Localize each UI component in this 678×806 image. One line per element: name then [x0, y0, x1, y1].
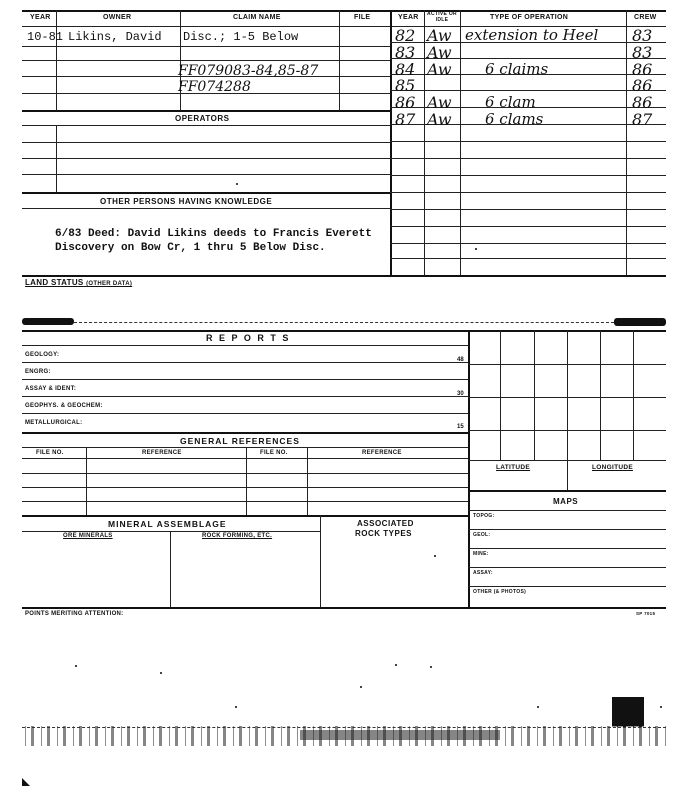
scan-speck — [360, 686, 362, 688]
scan-speck — [236, 183, 238, 185]
scan-mark — [22, 318, 74, 325]
report-engrg: ENGRG: — [25, 369, 51, 375]
associated-label: ASSOCIATED — [357, 519, 414, 528]
scan-speck — [434, 555, 436, 557]
row-line — [22, 447, 468, 448]
maps-other: OTHER (& PHOTOS) — [473, 589, 527, 595]
rock-forming-label: ROCK FORMING, ETC. — [202, 533, 273, 539]
header-active-idle: ACTIVE OR IDLE — [427, 11, 457, 23]
row-line — [22, 158, 390, 159]
report-num-15: 15 — [457, 424, 464, 430]
row-line — [22, 174, 390, 175]
row-line — [22, 458, 468, 459]
ref-col-reference-2: REFERENCE — [362, 450, 402, 456]
land-status-text: LAND STATUS — [25, 278, 84, 287]
op-type: 6 clam — [485, 93, 536, 111]
grid-line — [468, 460, 666, 461]
scan-mark — [614, 318, 666, 326]
col-line — [170, 531, 171, 607]
col-line — [246, 447, 247, 515]
scan-noise — [300, 730, 500, 740]
rock-types-label: ROCK TYPES — [355, 529, 413, 538]
row-line — [22, 362, 468, 363]
row-line — [22, 46, 390, 47]
row-line — [468, 548, 666, 549]
col-line — [307, 447, 308, 515]
op-type: 6 clams — [485, 110, 544, 128]
row-line — [390, 243, 666, 244]
header-owner: OWNER — [103, 14, 132, 21]
ore-minerals-label: ORE MINERALS — [63, 533, 113, 539]
row-line — [22, 60, 390, 61]
op-crew: 86 — [632, 93, 653, 112]
row-line — [22, 125, 390, 126]
row-line — [390, 141, 666, 142]
latitude-label: LATITUDE — [496, 464, 531, 471]
ref-col-file-no: FILE NO. — [36, 450, 64, 456]
maps-assay: ASSAY: — [473, 570, 493, 576]
op-status: Aw — [427, 93, 452, 112]
row-line — [22, 192, 390, 194]
scan-block — [612, 697, 644, 727]
header-file: FILE — [354, 14, 371, 21]
col-line — [460, 10, 461, 275]
row-line — [22, 142, 390, 143]
scan-speck — [660, 706, 662, 708]
ref-col-file-no-2: FILE NO. — [260, 450, 288, 456]
top-border — [22, 10, 666, 12]
scan-speck — [75, 665, 77, 667]
claim-number-2: FF074288 — [178, 79, 251, 95]
claim-number-1: FF079083-84,85-87 — [178, 63, 319, 79]
grid-line — [633, 330, 634, 460]
claim-name: Disc.; 1-5 Below — [183, 30, 299, 44]
owner-year: 10-81 — [27, 30, 64, 44]
scan-speck — [235, 706, 237, 708]
scan-line — [22, 727, 666, 728]
grid-line — [567, 330, 568, 490]
grid-line — [600, 330, 601, 460]
row-line — [22, 501, 468, 502]
row-line — [390, 175, 666, 176]
row-line — [22, 432, 468, 434]
general-references-title: GENERAL REFERENCES — [180, 436, 300, 446]
row-line — [22, 531, 320, 532]
op-status: Aw — [427, 60, 452, 79]
op-status: Aw — [427, 43, 452, 62]
col-line — [56, 125, 57, 192]
op-crew: 87 — [632, 110, 653, 129]
op-crew: 83 — [632, 26, 653, 45]
report-geology: GEOLOGY: — [25, 352, 60, 358]
row-line — [22, 379, 468, 380]
op-status: Aw — [427, 110, 452, 129]
scan-speck — [395, 664, 397, 666]
row-line — [22, 110, 390, 112]
report-metallurgical: METALLURGICAL: — [25, 420, 83, 426]
maps-title: MAPS — [553, 497, 579, 506]
row-line — [22, 208, 390, 209]
operators-title: OPERATORS — [175, 114, 230, 123]
report-num-48: 48 — [457, 357, 464, 363]
col-line — [424, 10, 425, 275]
header-year-2: YEAR — [398, 14, 419, 21]
row-line — [22, 473, 468, 474]
op-crew: 83 — [632, 43, 653, 62]
maps-geol: GEOL: — [473, 532, 491, 538]
op-crew: 86 — [632, 60, 653, 79]
grid-line — [500, 330, 501, 460]
row-line — [390, 192, 666, 193]
scan-speck — [430, 666, 432, 668]
col-line — [320, 515, 321, 607]
op-year: 85 — [395, 76, 416, 95]
header-type-operation: TYPE OF OPERATION — [490, 14, 569, 21]
land-status-sub: (OTHER DATA) — [86, 281, 133, 287]
row-line — [22, 345, 468, 346]
other-persons-line-1: 6/83 Deed: David Likins deeds to Francis Everett — [55, 228, 372, 240]
land-status-label — [25, 278, 132, 287]
col-line — [86, 447, 87, 515]
row-line — [468, 567, 666, 568]
op-type: extension to Heel — [465, 26, 599, 44]
grid-line — [534, 330, 535, 460]
row-line — [390, 226, 666, 227]
corner-mark — [22, 778, 30, 786]
other-persons-line-2: Discovery on Bow Cr, 1 thru 5 Below Disc. — [55, 242, 326, 254]
col-line — [626, 10, 627, 275]
row-line — [390, 209, 666, 210]
mineral-assemblage-title: MINERAL ASSEMBLAGE — [108, 519, 227, 529]
grid-line — [468, 397, 666, 398]
row-line — [468, 586, 666, 587]
header-claim-name: CLAIM NAME — [233, 14, 281, 21]
center-divider — [390, 10, 392, 275]
header-year: YEAR — [30, 14, 51, 21]
grid-line — [468, 430, 666, 431]
longitude-label: LONGITUDE — [592, 464, 633, 471]
row-line — [22, 413, 468, 414]
op-year: 82 — [395, 26, 416, 45]
reports-divider — [468, 330, 470, 607]
scan-speck — [475, 248, 477, 250]
owner-name: Likins, David — [68, 30, 162, 44]
row-line — [390, 158, 666, 159]
scan-line — [74, 322, 614, 323]
row-line — [468, 529, 666, 530]
op-status: Aw — [427, 26, 452, 45]
row-line — [22, 275, 666, 277]
grid-line — [468, 490, 666, 492]
row-line — [22, 515, 468, 517]
op-crew: 86 — [632, 76, 653, 95]
maps-mine: MINE: — [473, 551, 489, 557]
grid-line — [468, 364, 666, 365]
maps-topog: TOPOG: — [473, 513, 495, 519]
op-year: 87 — [395, 110, 416, 129]
reports-title: R E P O R T S — [206, 333, 291, 343]
report-num-30: 30 — [457, 391, 464, 397]
header-crew: CREW — [634, 14, 657, 21]
op-year: 84 — [395, 60, 416, 79]
ref-col-reference: REFERENCE — [142, 450, 182, 456]
report-assay: ASSAY & IDENT: — [25, 386, 77, 392]
row-line — [390, 90, 666, 91]
row-line — [468, 510, 666, 511]
other-persons-title: OTHER PERSONS HAVING KNOWLEDGE — [100, 197, 273, 206]
scan-speck — [537, 706, 539, 708]
op-year: 86 — [395, 93, 416, 112]
reports-top-border — [22, 330, 666, 332]
op-year: 83 — [395, 43, 416, 62]
row-line — [22, 487, 468, 488]
form-code: SP 7015 — [636, 611, 656, 616]
report-geophys: GEOPHYS. & GEOCHEM: — [25, 403, 103, 409]
scan-speck — [160, 672, 162, 674]
op-type: 6 claims — [485, 60, 549, 78]
row-line — [22, 396, 468, 397]
points-meriting-attention: POINTS MERITING ATTENTION: — [25, 611, 124, 617]
row-line — [390, 258, 666, 259]
row-line — [22, 607, 666, 609]
